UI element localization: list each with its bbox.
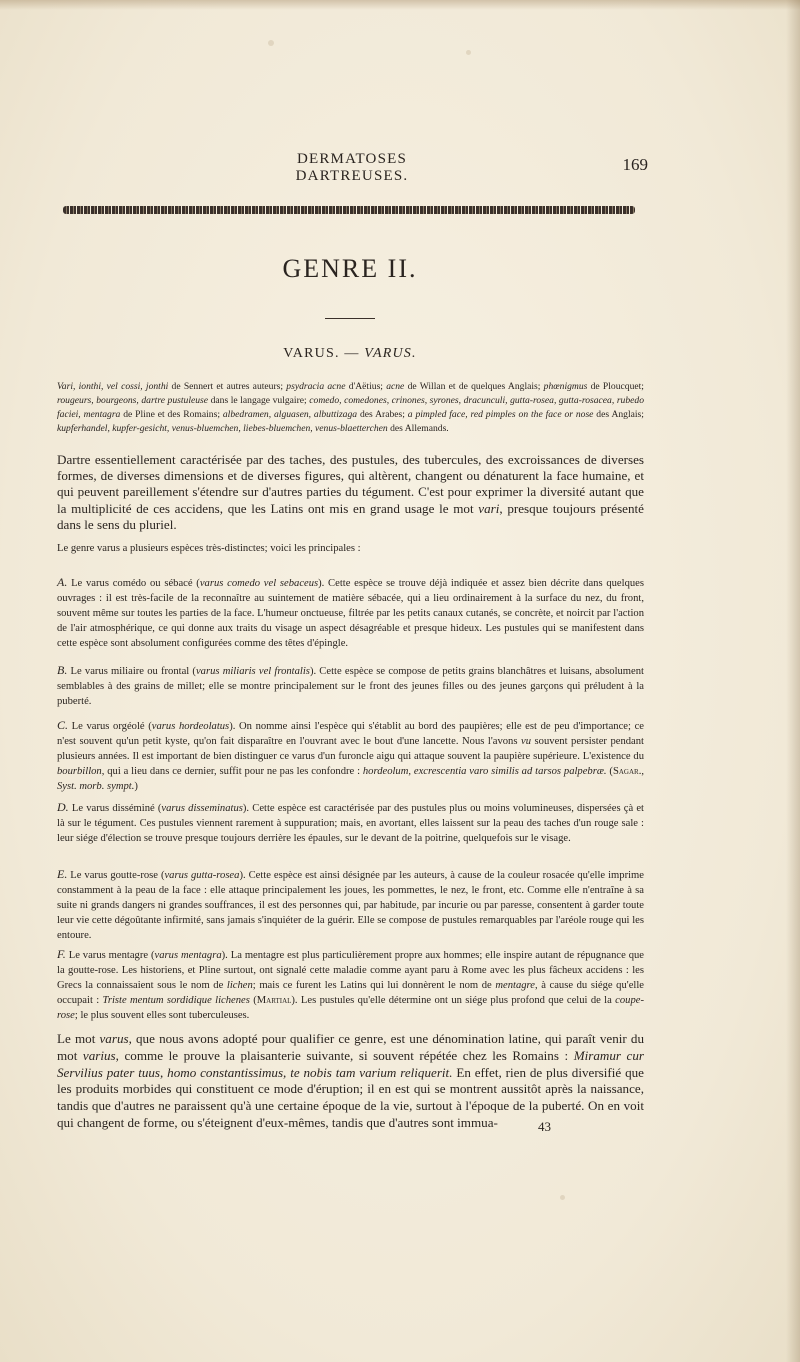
closing-paragraph (57, 1031, 644, 1132)
closing-text: , que nous avons adopté pour qualifier ce genre, est une dénomination latine, qui paraît venir du mot (57, 1031, 644, 1063)
species-paragraph-e (57, 867, 644, 943)
synonym-text: dans le langage vulgaire; (208, 395, 310, 406)
species-text: ( (606, 766, 613, 777)
synonym-text: de Pline et des Romains; (120, 409, 223, 420)
synonym-text: de Ploucquet; (587, 381, 644, 392)
closing-text: , comme le prouve la plaisanterie suivante, si souvent répétée chez les Romains : (115, 1047, 574, 1063)
species-text: , (641, 766, 644, 777)
species-text: ; mais ce furent les Latins qui lui donnèrent le nom de (252, 980, 496, 991)
species-text: varus miliaris vel frontalis (195, 666, 310, 677)
species-text: hordeolum, excrescentia varo similis ad tarsos palpebræ. (362, 766, 607, 777)
species-paragraph-d (57, 800, 644, 846)
synonymy-paragraph (57, 380, 644, 436)
species-text: Triste mentum sordidique lichenes (102, 995, 250, 1006)
species-text: Le varus miliaire ou frontal ( (67, 666, 196, 677)
species-text: lichen (226, 980, 253, 991)
species-text: ). La mentagre est plus particulièrement propre aux hommes; elle inspire autant de répugnance que la goutte-rose. Les historiens, et Pline surtout, ont signalé cette maladie comme ayant paru à Rome avec les plus fâcheux accidens : les Grecs la connaissaient sous le nom de (57, 950, 645, 991)
species-text: Le varus orgéolé ( (68, 721, 152, 732)
species-text: Le varus goutte-rose ( (67, 870, 165, 881)
synonym-text: psydracia acne (286, 381, 346, 392)
species-letter: B. (57, 663, 68, 677)
species-text: ). Cette espèce est ainsi désignée par les auteurs, à cause de la couleur rosacée qu'elle imprime constamment à la peau de la face : elle attaque principalement les joues, les pommettes, le nez, le front, etc. Comme elle n'entraîne à sa suite ni grands dangers ni grandes souffrances, il est des personnes qui, par habitude, par incurie ou par paresse, consentent à garder toute leur vie cette dégoûtante infirmité, sans jamais s'inquiéter de la guérir. Elle se compose de pustules remarquables par l'aréole rouge qui les entoure. (57, 870, 644, 941)
species-text: ). Cette espèce est caractérisée par des pustules plus ou moins volumineuses, dispersées çà et là sur le tégument. Ces pustules viennent rarement à suppuration; mais, en avortant, elles laissent sur la peau des taches d'un rouge sale : leur siége d'élection se trouve presque toujours derrière les épaules, sur le devant de la poitrine, quelquefois sur le visage. (57, 803, 644, 844)
species-text: Syst. morb. sympt. (57, 781, 135, 792)
genus-heading-roman: VARUS. — (283, 346, 360, 361)
synonym-text: d'Aëtius; (345, 381, 387, 392)
foxing-spot (560, 1195, 565, 1200)
species-text: ) (134, 781, 138, 792)
synonym-text: a pimpled face, red pimples on the face or nose (407, 409, 594, 420)
species-text: souvent persister pendant plusieurs années. Il est important de bien distinguer ce varus d'un furoncle aigu qui attaque souvent la paupière supérieure. L'existence du (57, 736, 645, 762)
species-text: ). Cette espèce se compose de petits grains blanchâtres et luisans, absolument semblables à des grains de millet; elle se montre principalement sur le front des jeunes filles ou des jeunes garçons qui préludent à la puberté. (57, 666, 644, 707)
species-text: varus comedo vel sebaceus (199, 578, 319, 589)
species-text: ). Cette espèce se trouve déjà indiquée et assez bien décrite dans quelques ouvrages : il est très-facile de la reconnaître au suintement de matière sébacée, qui a lieu ordinairement à la surface du nez, du front, souvent même sur toutes les parties de la face. L'humeur onctueuse, filtrée par les petits canaux cutanés, se concrète, et noircit par l'action de l'air atmosphérique, ce qui donne aux traits du visage un aspect désagréable et presque hideux. Les pustules qui se manifestent dans cette espèce sont absolument configurées comme des têtes d'épingle. (57, 578, 644, 649)
running-head: DERMATOSES DARTREUSES. (295, 151, 409, 184)
page-right-edge (786, 0, 800, 1362)
species-text: , qui a lieu dans ce dernier, suffit pour ne pas les confondre : (101, 766, 363, 777)
species-paragraph-b (57, 663, 644, 709)
synonym-text: des Anglais; (593, 409, 644, 420)
synonym-text: comedo, comedones, crinones, syrones, dracunculi, gutta-rosea, gutta-rosacea, rubedo faciei, mentagra (57, 395, 644, 420)
genus-heading (200, 346, 500, 362)
foxing-spot (466, 50, 471, 55)
synonym-text: des Arabes; (357, 409, 408, 420)
species-text: Le varus disséminé ( (68, 803, 162, 814)
species-paragraph-f (57, 947, 644, 1023)
intro-text: Dartre essentiellement caractérisée par des taches, des pustules, des tubercules, des excroissances de diverses formes, de diverses dimensions et de diverses figures, qui altèrent, changent ou dénaturent la face humaine, et qui peuvent pareillement s'étendre sur d'autres parties du tégument. C'est pour exprimer la diversité autant que la multiplicité de ces accidens, que les Latins ont mis en grand usage le mot (57, 452, 644, 516)
synonym-text: de Willan et de quelques Anglais; (404, 381, 544, 392)
species-text: Le varus mentagre ( (65, 950, 155, 961)
synonym-text: de Sennert et autres auteurs; (168, 381, 287, 392)
species-text: varus mentagra (154, 950, 222, 961)
page-number: 169 (622, 155, 648, 174)
closing-text: varus (99, 1031, 129, 1046)
species-text: varus hordeolatus (151, 721, 230, 732)
species-paragraph-c (57, 718, 644, 794)
species-text: ). On nomme ainsi l'espèce qui s'établit au bord des paupières; elle est de peu d'importance; ce n'est souvent qu'un petit kyste, qu'on fait disparaître en l'ouvrant avec le bout d'une lancette. Nous l'avons (57, 721, 644, 747)
species-text: ; le plus souvent elles sont tuberculeuses. (74, 1010, 250, 1021)
intro-paragraph (57, 452, 644, 533)
species-letter: C. (57, 718, 69, 732)
species-letter: D. (57, 800, 69, 814)
genre-title: GENRE II. (282, 254, 418, 283)
lead-line: Le genre varus a plusieurs espèces très-distinctes; voici les principales : (57, 543, 361, 554)
species-text: vu (521, 736, 532, 747)
synonym-text: des Allemands. (387, 423, 449, 434)
species-text: varus gutta-rosea (164, 870, 240, 881)
synonym-text: acne (386, 381, 405, 392)
species-text: Martial (256, 995, 292, 1006)
species-text: bourbillon (57, 766, 102, 777)
species-paragraph-a (57, 575, 644, 651)
synonym-text: albedramen, alguasen, albuttizaga (222, 409, 358, 420)
species-text: Le varus comédo ou sébacé ( (67, 578, 200, 589)
species-text: varus disseminatus (161, 803, 243, 814)
ornamental-rule (63, 206, 635, 214)
genus-heading-italic: VARUS. (364, 346, 417, 361)
species-text: coupe-rose (57, 995, 644, 1021)
species-text: Sagar. (612, 766, 642, 777)
species-text: ( (249, 995, 257, 1006)
short-rule (325, 318, 375, 319)
intro-text: vari (478, 500, 500, 516)
closing-text: Le mot (57, 1031, 100, 1046)
page-top-edge (0, 0, 800, 10)
species-text: , à cause du siége qu'elle occupait : (57, 980, 644, 1006)
synonym-text: phœnigmus (543, 381, 588, 392)
foxing-spot (268, 40, 274, 46)
species-text: ). Les pustules qu'elle détermine ont un siége plus profond que celui de la (291, 995, 616, 1006)
species-text: mentagre (495, 980, 535, 991)
synonym-text: Vari, ionthi, vel cossi, jonthi (57, 381, 169, 392)
signature-mark: 43 (538, 1119, 551, 1134)
synonym-text: kupferhandel, kupfer-gesicht, venus-bluemchen, liebes-bluemchen, venus-blaetterchen (57, 423, 388, 434)
closing-text: varius (82, 1047, 116, 1063)
intro-text: , presque toujours présenté dans le sens du pluriel. (57, 500, 644, 532)
closing-text: En effet, rien de plus diversifié que les produits morbides qui constituent ce mode d'éruption; il en est qui se montrent aussitôt après la naissance, tandis que d'autres ne paraissent qu'à une certaine époque de la vie, surtout à l'époque de la puberté. On en voit qui changent de forme, ou s'éteignent d'eux-mêmes, tandis que d'autres sont immua- (57, 1064, 644, 1130)
species-letter: F. (57, 947, 66, 961)
synonym-text: rougeurs, bourgeons, dartre pustuleuse (57, 395, 209, 406)
species-letter: A. (57, 575, 68, 589)
species-letter: E. (57, 867, 68, 881)
closing-text: Miramur cur Servilius pater tuus, homo constantissimus, te nobis tam varium reliquerit. (57, 1047, 644, 1080)
